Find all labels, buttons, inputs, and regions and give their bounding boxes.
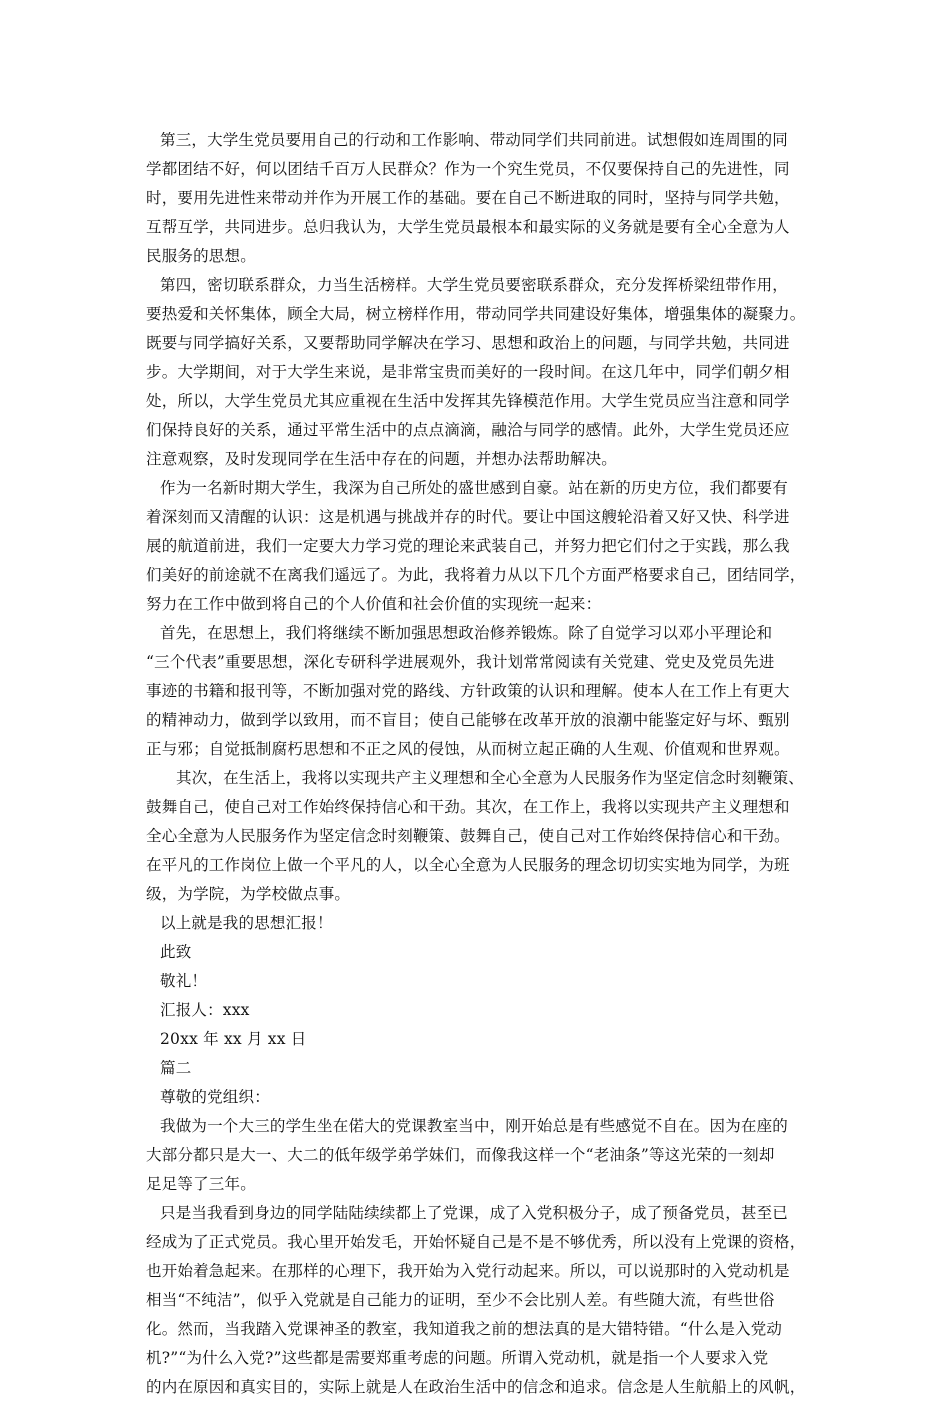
text-line: 我做为一个大三的学生坐在偌大的党课教室当中，刚开始总是有些感觉不自在。因为在座的 [160,1117,789,1135]
text-line: 处，所以，大学生党员尤其应重视在生活中发挥其先锋模范作用。大学生党员应当注意和同学 [146,392,790,410]
text-line: 民服务的思想。 [146,247,256,265]
text-line: 机?”“为什么入党?”这些都是需要郑重考虑的问题。所谓入党动机，就是指一个人要求入党 [146,1349,769,1367]
text-line: 篇二 [160,1059,192,1077]
text-line: 努力在工作中做到将自己的个人价值和社会价值的实现统一起来： [146,595,602,613]
text-line: 时，要用先进性来带动并作为开展工作的基础。要在自己不断进取的同时，坚持与同学共勉， [146,189,790,207]
text-line: 也开始着急起来。在那样的心理下，我开始为入党行动起来。所以，可以说那时的入党动机是 [146,1262,790,1280]
text-line: 相当“不纯洁”，似乎入党就是自己能力的证明，至少不会比别人差。有些随大流，有些世俗 [146,1291,775,1309]
text-line: 只是当我看到身边的同学陆陆续续都上了党课，成了入党积极分子，成了预备党员，甚至已 [160,1204,789,1222]
text-line: 鼓舞自己，使自己对工作始终保持信心和干劲。其次，在工作上，我将以实现共产主义理想和 [146,798,790,816]
text-line: 的精神动力，做到学以致用，而不盲目；使自己能够在改革开放的浪潮中能鉴定好与坏、甄别 [146,711,790,729]
text-line: 以上就是我的思想汇报！ [160,914,333,932]
text-line: 化。然而，当我踏入党课神圣的教室，我知道我之前的想法真的是大错特错。“什么是入党动 [146,1320,783,1338]
text-line: 步。大学期间，对于大学生来说，是非常宝贵而美好的一段时间。在这几年中，同学们朝夕相 [146,363,790,381]
text-line: 经成为了正式党员。我心里开始发毛，开始怀疑自己是不是不够优秀，所以没有上党课的资格， [146,1233,806,1251]
text-line: 作为一名新时期大学生，我深为自己所处的盛世感到自豪。站在新的历史方位，我们都要有 [160,479,789,497]
text-line: 足足等了三年。 [146,1175,256,1193]
text-line: 们保持良好的关系，通过平常生活中的点点滴滴，融洽与同学的感情。此外，大学生党员还应 [146,421,790,439]
text-line: 级，为学院，为学校做点事。 [146,885,351,903]
text-line: 既要与同学搞好关系，又要帮助同学解决在学习、思想和政治上的问题，与同学共勉，共同进 [146,334,790,352]
text-line: 其次，在生活上，我将以实现共产主义理想和全心全意为人民服务作为坚定信念时刻鞭策、 [176,769,805,787]
text-line: 正与邪；自觉抵制腐朽思想和不正之风的侵蚀，从而树立起正确的人生观、价值观和世界观。 [146,740,790,758]
text-line: 第四，密切联系群众，力当生活榜样。大学生党员要密联系群众，充分发挥桥梁纽带作用， [160,276,789,294]
text-line: 第三，大学生党员要用自己的行动和工作影响、带动同学们共同前进。试想假如连周围的同 [160,131,789,149]
text-line: 此致 [160,943,192,961]
text-line: 首先，在思想上，我们将继续不断加强思想政治修养锻炼。除了自觉学习以邓小平理论和 [160,624,773,642]
text-line: 汇报人：xxx [160,1001,250,1019]
text-line: 的内在原因和真实目的，实际上就是人在政治生活中的信念和追求。信念是人生航船上的风帆， [146,1378,806,1396]
text-line: 敬礼！ [160,972,208,990]
text-line: 尊敬的党组织： [160,1088,270,1106]
document-body [146,126,814,1402]
text-line: “三个代表”重要思想，深化专研科学进展观外，我计划常常阅读有关党建、党史及党员先进 [146,653,775,671]
text-line: 注意观察，及时发现同学在生活中存在的问题，并想办法帮助解决。 [146,450,618,468]
text-line: 们美好的前途就不在离我们遥远了。为此，我将着力从以下几个方面严格要求自己，团结同学， [146,566,806,584]
text-line: 全心全意为人民服务作为坚定信念时刻鞭策、鼓舞自己，使自己对工作始终保持信心和干劲。 [146,827,790,845]
text-line: 展的航道前进，我们一定要大力学习党的理论来武装自己，并努力把它们付之于实践，那么我 [146,537,790,555]
text-line: 在平凡的工作岗位上做一个平凡的人，以全心全意为人民服务的理念切切实实地为同学，为班 [146,856,790,874]
text-line: 学都团结不好，何以团结千百万人民群众？作为一个究生党员，不仅要保持自己的先进性，同 [146,160,790,178]
text-line: 事迹的书籍和报刊等，不断加强对党的路线、方针政策的认识和理解。使本人在工作上有更大 [146,682,790,700]
text-line: 20xx 年 xx 月 xx 日 [160,1030,307,1048]
text-line: 大部分都只是大一、大二的低年级学弟学妹们，而像我这样一个“老油条”等这光荣的一刻却 [146,1146,775,1164]
text-line: 着深刻而又清醒的认识：这是机遇与挑战并存的时代。要让中国这艘轮沿着又好又快、科学进 [146,508,790,526]
text-line: 要热爱和关怀集体，顾全大局，树立榜样作用，带动同学共同建设好集体，增强集体的凝聚力。 [146,305,806,323]
text-line: 互帮互学，共同进步。总归我认为，大学生党员最根本和最实际的义务就是要有全心全意为人 [146,218,790,236]
